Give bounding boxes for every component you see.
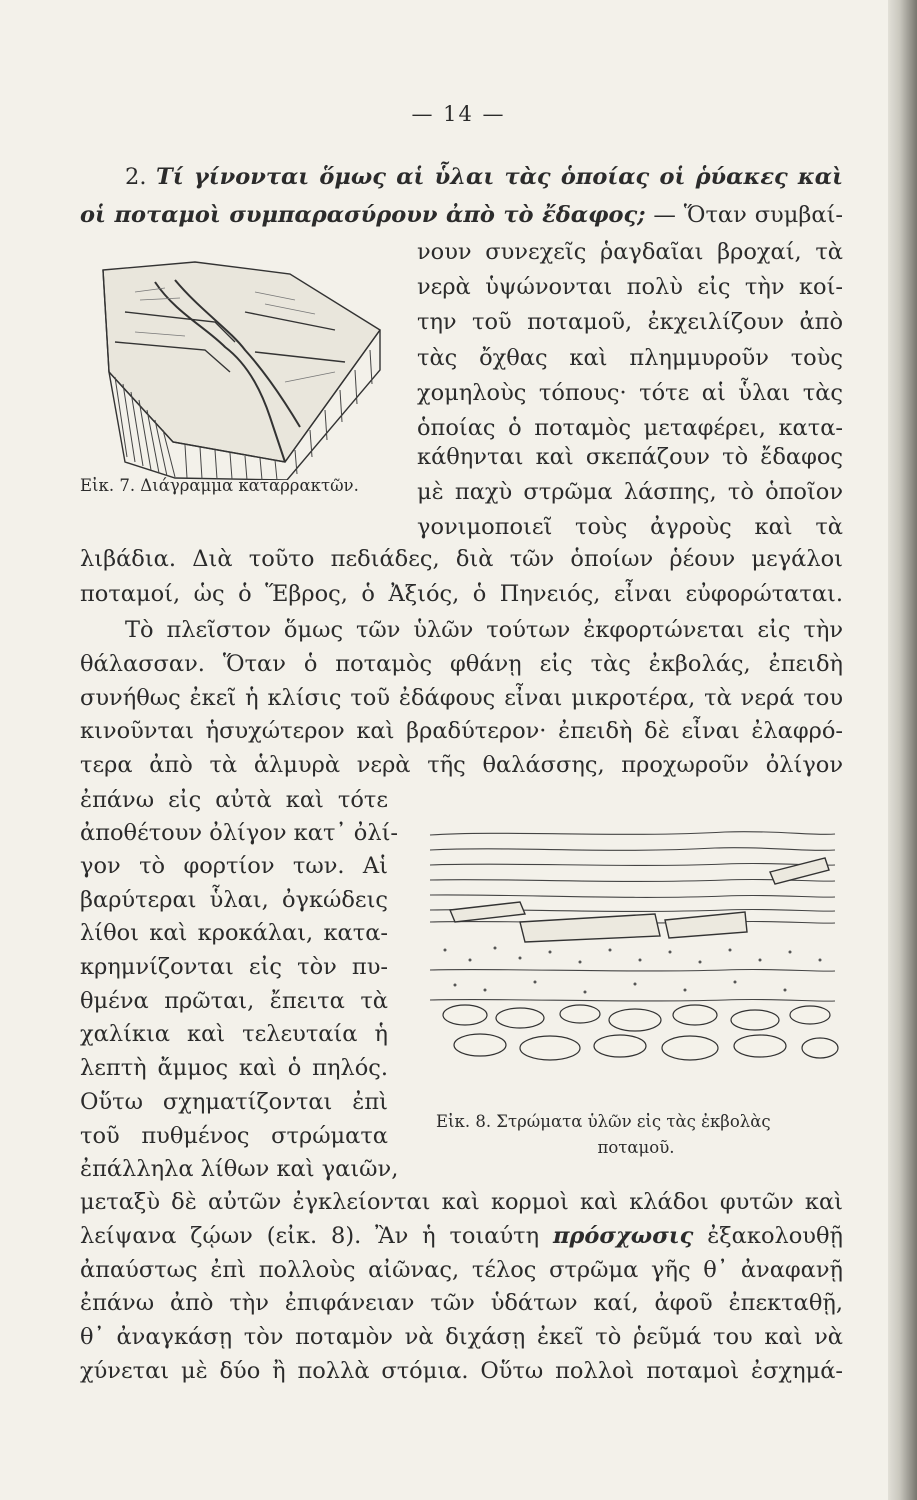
- text-line: χύνεται μὲ δύο ἢ πολλὰ στόμια. Οὕτω πολλοὶ ποταμοὶ ἐσχημά-: [80, 1358, 843, 1384]
- text-line: Τὸ πλεῖστον ὅμως τῶν ὑλῶν τούτων ἐκφορτώνεται εἰς τὴν: [125, 617, 843, 643]
- text-line: λιβάδια. Διὰ τοῦτο πεδιάδες, διὰ τῶν ὁποίων ῥέουν μεγάλοι: [80, 546, 843, 572]
- page-fold-shadow: [888, 0, 917, 1500]
- question-heading-line-2: [80, 198, 843, 232]
- question-title-part-2: οἱ ποταμοὶ συμπαρασύρουν ἀπὸ τὸ ἔδαφος;: [80, 202, 646, 228]
- text-fragment: ἐξακολουθῇ: [707, 1223, 843, 1249]
- text-fragment: λείψανα ζῴων (εἰκ. 8). Ἂν ἡ τοιαύτη: [80, 1223, 540, 1249]
- river-mouth-strata-figure: [425, 810, 845, 1085]
- question-title-part-1: Τί γίνονται ὅμως αἱ ὗλαι τὰς ὁποίας οἱ ῥύακες καὶ: [156, 164, 843, 190]
- text-line: χομηλοὺς τόπους· τότε αἱ ὗλαι τὰς: [417, 380, 843, 406]
- text-line: ποταμοί, ὡς ὁ Ἕβρος, ὁ Ἀξιός, ὁ Πηνειός, εἶναι εὐφορώταται.: [80, 581, 843, 607]
- page-number: — 14 —: [411, 102, 506, 126]
- term-proschosis: πρόσχωσις: [552, 1223, 694, 1249]
- figure-8-caption-line-2: ποταμοῦ.: [597, 1138, 675, 1157]
- text-line: κάθηνται καὶ σκεπάζουν τὸ ἔδαφος: [417, 444, 843, 470]
- waterfall-diagram-figure: [95, 252, 395, 480]
- text-line: κρημνίζονται εἰς τὸν πυ-: [80, 954, 388, 980]
- text-line: μεταξὺ δὲ αὐτῶν ἐγκλείονται καὶ κορμοὶ καὶ κλάδοι φυτῶν καὶ: [80, 1189, 843, 1215]
- figure-8-caption-line-1: Εἰκ. 8. Στρώματα ὑλῶν εἰς τὰς ἐκβολὰς: [436, 1112, 771, 1131]
- text-line: θάλασσαν. Ὅταν ὁ ποταμὸς φθάνῃ εἰς τὰς ἐκβολάς, ἐπειδὴ: [80, 651, 843, 677]
- text-line: Οὕτω σχηματίζονται ἐπὶ: [80, 1089, 388, 1115]
- text-line: χαλίκια καὶ τελευταία ἡ: [80, 1021, 388, 1047]
- text-line: την τοῦ ποταμοῦ, ἐκχειλίζουν ἀπὸ: [417, 309, 843, 335]
- text-line: τὰς ὄχθας καὶ πλημμυροῦν τοὺς: [417, 345, 843, 371]
- text-line: ὁποίας ὁ ποταμὸς μεταφέρει, κατα-: [417, 415, 843, 441]
- text-line: τερα ἀπὸ τὰ ἁλμυρὰ νερὰ τῆς θαλάσσης, προχωροῦν ὀλίγον: [80, 752, 843, 778]
- text-line: θ᾿ ἀναγκάσῃ τὸν ποταμὸν νὰ διχάσῃ ἐκεῖ τὸ ῥεῦμά του καὶ νὰ: [80, 1324, 843, 1350]
- text-line-with-term: [80, 1219, 843, 1253]
- text-line: τοῦ πυθμένος στρώματα: [80, 1123, 388, 1149]
- text-line: βαρύτεραι ὗλαι, ὀγκώδεις: [80, 887, 388, 913]
- text-line: νουν συνεχεῖς ῥαγδαῖαι βροχαί, τὰ: [417, 239, 843, 265]
- text-line: λίθοι καὶ κροκάλαι, κατα-: [80, 920, 388, 946]
- question-number: 2.: [125, 164, 147, 190]
- answer-start: — Ὅταν συμβαί-: [653, 202, 843, 228]
- text-line: θμένα πρῶται, ἔπειτα τὰ: [80, 988, 388, 1014]
- text-line: νερὰ ὑψώνονται πολὺ εἰς τὴν κοί-: [417, 274, 843, 300]
- text-line: λεπτὴ ἄμμος καὶ ὁ πηλός.: [80, 1055, 388, 1081]
- text-line: ἀπαύστως ἐπὶ πολλοὺς αἰῶνας, τέλος στρῶμα γῆς θ᾿ ἀναφανῇ: [80, 1257, 843, 1283]
- question-heading-line-1: [80, 160, 843, 194]
- text-line: ἀποθέτουν ὀλίγον κατ᾿ ὀλί-: [80, 820, 399, 846]
- text-line: ἐπάνω εἰς αὐτὰ καὶ τότε: [80, 787, 388, 813]
- text-line: ἐπάλληλα λίθων καὶ γαιῶν,: [80, 1156, 399, 1182]
- text-line: συνήθως ἐκεῖ ἡ κλίσις τοῦ ἐδάφους εἶναι μικροτέρα, τὰ νερά του: [80, 685, 843, 711]
- text-line: ἐπάνω ἀπὸ τὴν ἐπιφάνειαν τῶν ὑδάτων καί, ἀφοῦ ἐπεκταθῇ,: [80, 1290, 843, 1316]
- text-line: γονιμοποιεῖ τοὺς ἀγροὺς καὶ τὰ: [417, 514, 843, 540]
- text-line: γον τὸ φορτίον των. Αἱ: [80, 853, 388, 879]
- text-line: κινοῦνται ἡσυχώτερον καὶ βραδύτερον· ἐπειδὴ δὲ εἶναι ἐλαφρό-: [80, 718, 843, 744]
- text-line: μὲ παχὺ στρῶμα λάσπης, τὸ ὁποῖον: [417, 479, 843, 505]
- figure-7-caption: Εἰκ. 7. Διάγραμμα καταρρακτῶν.: [80, 476, 359, 495]
